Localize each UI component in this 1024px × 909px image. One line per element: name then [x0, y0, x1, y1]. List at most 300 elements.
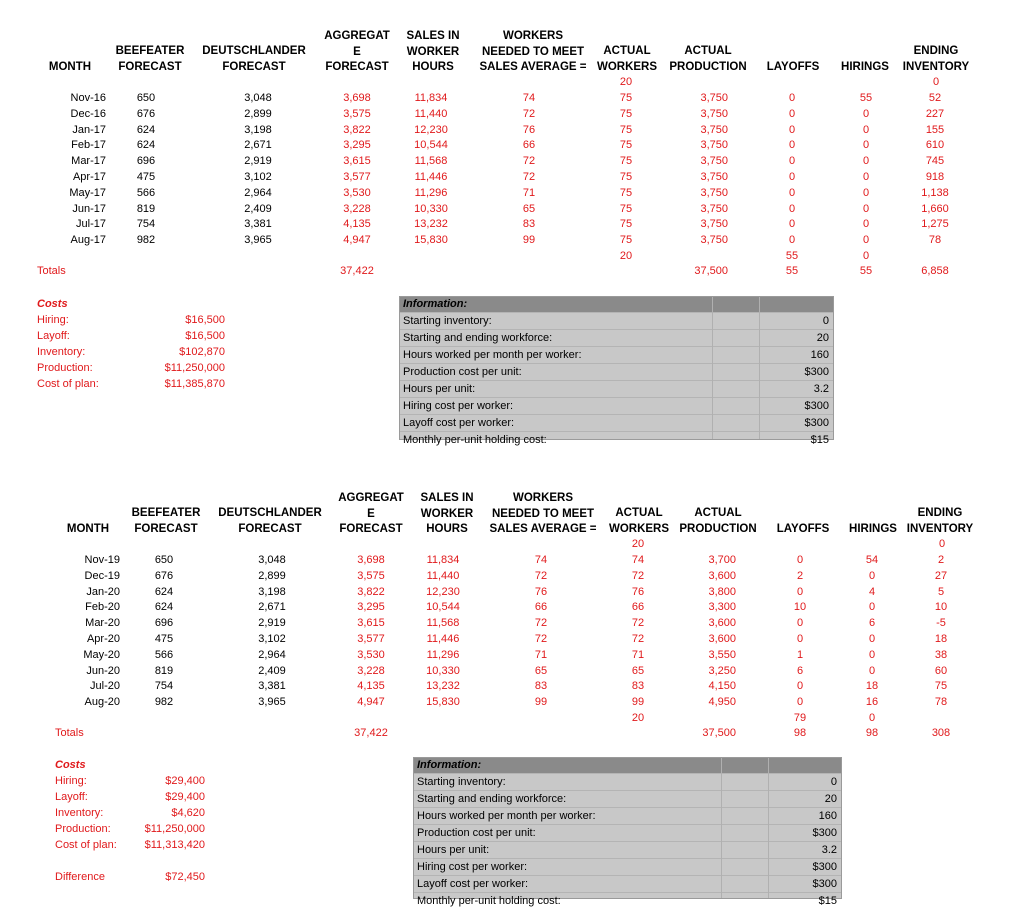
information-title: Information:: [400, 297, 833, 312]
difference-label: Difference: [55, 871, 105, 883]
information-value: $300: [812, 827, 837, 839]
production-cell: 3,750: [700, 107, 728, 120]
difference-value: $72,450: [165, 871, 205, 883]
totals-inventory: 308: [931, 727, 951, 739]
needed-cell: 99: [522, 234, 536, 247]
sales-cell: 12,230: [426, 585, 460, 598]
actual-workers-cell: 71: [631, 648, 645, 661]
hirings-cell: 16: [865, 696, 879, 709]
inventory-cell: 78: [928, 234, 942, 247]
header-deutschlander: DEUTSCHLANDER FORECAST: [218, 507, 322, 535]
sales-cell: 10,544: [426, 601, 460, 614]
header-layoffs: LAYOFFS: [776, 523, 830, 535]
production-cell: 3,600: [708, 633, 736, 645]
header-month: MONTH: [48, 61, 92, 73]
information-row: [414, 824, 841, 841]
production-cell: 3,250: [708, 664, 736, 677]
sales-cell: 10,330: [414, 202, 448, 215]
month-cell: Nov-16: [70, 92, 106, 104]
inventory-cell: 1,138: [921, 186, 949, 199]
needed-cell: 72: [534, 617, 548, 630]
aggregate-cell: 4,135: [357, 680, 385, 693]
layoffs-cell: 10: [793, 601, 807, 614]
hirings-cell: 54: [865, 554, 879, 566]
deutschlander-cell: 3,965: [244, 234, 272, 247]
information-value: $300: [804, 366, 829, 378]
information-value: $300: [804, 400, 829, 412]
actual-workers-cell: 75: [619, 218, 633, 231]
layoffs-cell: 0: [788, 107, 796, 120]
production-cell: 3,750: [700, 218, 728, 231]
month-cell: Aug-20: [84, 696, 120, 709]
deutschlander-cell: 3,198: [258, 585, 286, 598]
deutschlander-cell: 2,964: [258, 648, 286, 661]
inventory-cell: 18: [934, 633, 948, 645]
layoffs-cell: 0: [788, 92, 796, 104]
final-layoffs: 55: [785, 250, 799, 262]
aggregate-cell: 3,822: [357, 585, 385, 598]
hirings-cell: 0: [862, 171, 870, 183]
aggregate-cell: 3,228: [357, 664, 385, 677]
header-layoffs: LAYOFFS: [766, 61, 820, 73]
header-beefeater: BEEFEATER FORECAST: [131, 507, 201, 535]
sales-cell: 11,296: [426, 648, 460, 661]
aggregate-cell: 3,577: [343, 171, 371, 183]
information-value: 3.2: [813, 383, 829, 395]
production-cell: 3,750: [700, 123, 728, 136]
needed-cell: 72: [534, 569, 548, 582]
inventory-cell: 75: [934, 680, 948, 693]
hirings-cell: 0: [862, 107, 870, 120]
cost-label: Production:: [37, 362, 93, 374]
month-cell: Mar-20: [85, 617, 120, 630]
inventory-cell: 38: [934, 648, 948, 661]
production-cell: 3,750: [700, 155, 728, 168]
needed-cell: 72: [522, 107, 536, 120]
cost-row: [55, 805, 215, 821]
cost-label: Cost of plan:: [37, 378, 99, 390]
inventory-cell: 27: [934, 569, 948, 582]
layoffs-cell: 0: [788, 202, 796, 215]
header-hirings: HIRINGS: [841, 61, 889, 73]
difference-row: [55, 869, 215, 885]
cost-value: $16,500: [185, 314, 225, 326]
hirings-cell: 0: [862, 234, 870, 247]
cost-value: $11,250,000: [164, 362, 225, 374]
hirings-cell: 0: [862, 186, 870, 199]
deutschlander-cell: 3,048: [244, 92, 272, 104]
beefeater-cell: 696: [136, 155, 156, 168]
layoffs-cell: 0: [796, 554, 804, 566]
information-value: 0: [830, 776, 837, 788]
totals-label: Totals: [37, 265, 66, 277]
actual-workers-cell: 66: [631, 601, 645, 614]
inventory-cell: 918: [925, 171, 945, 183]
header-sales: SALES IN WORKER HOURS: [406, 30, 460, 73]
actual-workers-cell: 72: [631, 617, 645, 630]
information-label: Layoff cost per worker:: [403, 417, 515, 429]
deutschlander-cell: 2,899: [244, 107, 272, 120]
cost-row: [55, 837, 215, 853]
information-row: [414, 892, 841, 909]
aggregate-cell: 3,575: [357, 569, 385, 582]
cost-label: Layoff:: [55, 791, 88, 803]
layoffs-cell: 0: [796, 633, 804, 645]
cost-label: Inventory:: [37, 346, 86, 358]
layoffs-cell: 6: [796, 664, 804, 677]
beefeater-cell: 650: [136, 92, 156, 104]
hirings-cell: 0: [868, 648, 876, 661]
actual-workers-cell: 75: [619, 186, 633, 199]
beefeater-cell: 819: [154, 664, 174, 677]
beefeater-cell: 754: [136, 218, 156, 231]
totals-layoffs: 55: [785, 265, 799, 277]
sales-cell: 11,834: [426, 554, 460, 566]
beefeater-cell: 624: [136, 139, 156, 152]
hirings-cell: 0: [868, 601, 876, 614]
month-cell: Jan-17: [72, 123, 106, 136]
cost-row: [55, 789, 215, 805]
needed-cell: 71: [522, 186, 536, 199]
header-actual-production: ACTUAL PRODUCTION: [669, 45, 747, 73]
totals-aggregate: 37,422: [354, 727, 388, 739]
information-label: Monthly per-unit holding cost:: [417, 895, 561, 907]
production-cell: 4,150: [708, 680, 736, 693]
information-value: $15: [818, 895, 837, 907]
initial-workers: 20: [631, 538, 645, 550]
initial-workers: 20: [619, 76, 633, 88]
information-label: Starting inventory:: [403, 315, 492, 327]
deutschlander-cell: 2,919: [258, 617, 286, 630]
header-actual-production: ACTUAL PRODUCTION: [679, 507, 757, 535]
totals-layoffs: 98: [793, 727, 807, 739]
inventory-cell: 1,275: [921, 218, 949, 231]
needed-cell: 74: [522, 92, 536, 104]
header-workers-needed: WORKERS NEEDED TO MEET SALES AVERAGE =: [479, 30, 587, 73]
month-cell: Dec-19: [84, 569, 120, 582]
costs-block: [55, 757, 215, 885]
beefeater-cell: 624: [136, 123, 156, 136]
information-label: Starting and ending workforce:: [417, 793, 567, 805]
sales-cell: 13,232: [414, 218, 448, 231]
cost-value: $4,620: [171, 807, 205, 819]
hirings-cell: 0: [862, 123, 870, 136]
header-hirings: HIRINGS: [849, 523, 897, 535]
hirings-cell: 18: [865, 680, 879, 693]
hirings-cell: 0: [868, 664, 876, 677]
beefeater-cell: 819: [136, 202, 156, 215]
aggregate-cell: 3,575: [343, 107, 371, 120]
header-actual-workers: ACTUAL WORKERS: [596, 45, 658, 73]
totals-hirings: 98: [865, 727, 879, 739]
needed-cell: 71: [534, 648, 548, 661]
needed-cell: 66: [522, 139, 536, 152]
beefeater-cell: 676: [154, 569, 174, 582]
layoffs-cell: 0: [796, 617, 804, 630]
hirings-cell: 0: [862, 139, 870, 152]
actual-workers-cell: 65: [631, 664, 645, 677]
information-value: 160: [818, 810, 837, 822]
aggregate-cell: 3,295: [357, 601, 385, 614]
information-label: Production cost per unit:: [417, 827, 536, 839]
information-row: [414, 858, 841, 875]
information-label: Hours per unit:: [417, 844, 490, 856]
month-cell: Feb-17: [71, 139, 106, 152]
sales-cell: 12,230: [414, 123, 448, 136]
aggregate-cell: 4,947: [357, 696, 385, 709]
sales-cell: 10,544: [414, 139, 448, 152]
month-cell: May-17: [69, 186, 106, 199]
sales-cell: 11,446: [414, 171, 448, 183]
sales-cell: 11,440: [426, 569, 460, 582]
layoffs-cell: 0: [788, 139, 796, 152]
production-cell: 3,550: [708, 648, 736, 661]
needed-cell: 74: [534, 554, 548, 566]
actual-workers-cell: 74: [631, 554, 645, 566]
final-hirings: 0: [862, 250, 870, 262]
information-row: [414, 875, 841, 892]
needed-cell: 83: [522, 218, 536, 231]
needed-cell: 99: [534, 696, 548, 709]
actual-workers-cell: 75: [619, 155, 633, 168]
sales-cell: 11,446: [426, 633, 460, 645]
sales-cell: 11,834: [414, 92, 448, 104]
information-label: Layoff cost per worker:: [417, 878, 529, 890]
beefeater-cell: 475: [154, 633, 174, 645]
information-value: $300: [804, 417, 829, 429]
needed-cell: 76: [534, 585, 548, 598]
sales-cell: 13,232: [426, 680, 460, 693]
deutschlander-cell: 2,409: [258, 664, 286, 677]
hirings-cell: 0: [868, 569, 876, 582]
needed-cell: 65: [534, 664, 548, 677]
production-cell: 3,700: [708, 554, 736, 566]
information-label: Production cost per unit:: [403, 366, 522, 378]
header-ending-inventory: ENDING INVENTORY: [902, 45, 970, 73]
information-value: 20: [816, 332, 829, 344]
final-workers: 20: [619, 250, 633, 262]
production-cell: 4,950: [708, 696, 736, 709]
aggregate-cell: 3,822: [343, 123, 371, 136]
sales-cell: 11,568: [414, 155, 448, 168]
aggregate-cell: 3,295: [343, 139, 371, 152]
beefeater-cell: 696: [154, 617, 174, 630]
inventory-cell: 1,660: [921, 202, 949, 215]
header-aggregate: AGGREGAT E FORECAST: [324, 30, 390, 73]
cost-label: Production:: [55, 823, 111, 835]
month-cell: Mar-17: [71, 155, 106, 168]
cost-value: $11,385,870: [164, 378, 225, 390]
information-row: [414, 790, 841, 807]
costs-title: Costs: [55, 759, 86, 771]
production-cell: 3,750: [700, 202, 728, 215]
inventory-cell: 5: [937, 585, 945, 598]
actual-workers-cell: 83: [631, 680, 645, 693]
information-value: 3.2: [821, 844, 837, 856]
aggregate-cell: 3,577: [357, 633, 385, 645]
grid-divider: [768, 758, 769, 898]
month-cell: Nov-19: [84, 554, 120, 566]
totals-label: Totals: [55, 727, 84, 739]
actual-workers-cell: 75: [619, 92, 633, 104]
actual-workers-cell: 75: [619, 234, 633, 247]
information-row: [414, 773, 841, 790]
layoffs-cell: 0: [788, 186, 796, 199]
hirings-cell: 55: [859, 92, 873, 104]
month-cell: Aug-17: [70, 234, 106, 247]
production-cell: 3,600: [708, 569, 736, 582]
header-actual-workers: ACTUAL WORKERS: [608, 507, 670, 535]
cost-row: [55, 821, 215, 837]
information-row: [414, 841, 841, 858]
hirings-cell: 0: [862, 155, 870, 168]
deutschlander-cell: 2,964: [244, 186, 272, 199]
needed-cell: 72: [522, 171, 536, 183]
production-cell: 3,800: [708, 585, 736, 598]
month-cell: Jul-20: [90, 680, 120, 693]
actual-workers-cell: 72: [631, 569, 645, 582]
sales-cell: 10,330: [426, 664, 460, 677]
deutschlander-cell: 2,409: [244, 202, 272, 215]
inventory-cell: 610: [925, 139, 945, 152]
initial-inventory: 0: [932, 76, 940, 88]
information-value: 160: [810, 349, 829, 361]
final-layoffs: 79: [793, 712, 807, 724]
layoffs-cell: 2: [796, 569, 804, 582]
production-cell: 3,600: [708, 617, 736, 630]
inventory-cell: 10: [934, 601, 948, 614]
aggregate-cell: 3,698: [343, 92, 371, 104]
sales-cell: 11,296: [414, 186, 448, 199]
beefeater-cell: 650: [154, 554, 174, 566]
month-cell: Jan-20: [86, 585, 120, 598]
deutschlander-cell: 3,102: [244, 171, 272, 183]
hirings-cell: 4: [868, 585, 876, 598]
deutschlander-cell: 3,048: [258, 554, 286, 566]
inventory-cell: 2: [937, 554, 945, 566]
information-title: Information:: [414, 758, 841, 773]
information-label: Hiring cost per worker:: [403, 400, 514, 412]
actual-workers-cell: 75: [619, 171, 633, 183]
aggregate-cell: 3,228: [343, 202, 371, 215]
needed-cell: 72: [534, 633, 548, 645]
costs-title: Costs: [37, 298, 68, 310]
production-cell: 3,750: [700, 234, 728, 247]
information-label: Hours worked per month per worker:: [417, 810, 596, 822]
month-cell: Jul-17: [76, 218, 106, 231]
information-panel: [413, 757, 842, 907]
beefeater-cell: 754: [154, 680, 174, 693]
cost-label: Cost of plan:: [55, 839, 117, 851]
header-aggregate: AGGREGAT E FORECAST: [338, 492, 404, 535]
information-label: Starting and ending workforce:: [403, 332, 553, 344]
actual-workers-cell: 75: [619, 123, 633, 136]
month-cell: Feb-20: [85, 601, 120, 614]
inventory-cell: 78: [934, 696, 948, 709]
month-cell: Apr-17: [72, 171, 106, 183]
cost-value: $102,870: [179, 346, 225, 358]
production-cell: 3,300: [708, 601, 736, 614]
hirings-cell: 0: [868, 633, 876, 645]
grid-divider: [721, 758, 722, 898]
cost-label: Hiring:: [55, 775, 87, 787]
aggregate-cell: 3,530: [357, 648, 385, 661]
sales-cell: 15,830: [414, 234, 448, 247]
information-label: Starting inventory:: [417, 776, 506, 788]
actual-workers-cell: 72: [631, 633, 645, 645]
deutschlander-cell: 2,671: [244, 139, 272, 152]
needed-cell: 83: [534, 680, 548, 693]
totals-hirings: 55: [859, 265, 873, 277]
final-hirings: 0: [868, 712, 876, 724]
beefeater-cell: 624: [154, 601, 174, 614]
header-beefeater: BEEFEATER FORECAST: [115, 45, 185, 73]
actual-workers-cell: 99: [631, 696, 645, 709]
totals-production: 37,500: [694, 265, 728, 277]
layoffs-cell: 0: [788, 155, 796, 168]
information-value: $300: [812, 878, 837, 890]
month-cell: Jun-17: [72, 202, 106, 215]
layoffs-cell: 0: [788, 234, 796, 247]
inventory-cell: 60: [934, 664, 948, 677]
information-row: [414, 807, 841, 824]
cost-value: $11,313,420: [144, 839, 205, 851]
information-label: Hours worked per month per worker:: [403, 349, 582, 361]
deutschlander-cell: 2,671: [258, 601, 286, 614]
cost-value: $29,400: [165, 775, 205, 787]
production-cell: 3,750: [700, 92, 728, 104]
deutschlander-cell: 3,198: [244, 123, 272, 136]
totals-aggregate: 37,422: [340, 265, 374, 277]
cost-value: $11,250,000: [144, 823, 205, 835]
information-value: $15: [810, 434, 829, 446]
deutschlander-cell: 2,899: [258, 569, 286, 582]
header-workers-needed: WORKERS NEEDED TO MEET SALES AVERAGE =: [489, 492, 597, 535]
beefeater-cell: 566: [154, 648, 174, 661]
cost-row: [55, 773, 215, 789]
information-value: 0: [822, 315, 829, 327]
layoffs-cell: 0: [796, 696, 804, 709]
hirings-cell: 0: [862, 218, 870, 231]
aggregate-cell: 3,615: [357, 617, 385, 630]
header-ending-inventory: ENDING INVENTORY: [906, 507, 974, 535]
inventory-cell: 155: [925, 123, 945, 136]
month-cell: May-20: [83, 648, 120, 661]
aggregate-cell: 3,615: [343, 155, 371, 168]
layoffs-cell: 0: [796, 585, 804, 598]
sales-cell: 15,830: [426, 696, 460, 709]
production-cell: 3,750: [700, 171, 728, 183]
production-cell: 3,750: [700, 139, 728, 152]
beefeater-cell: 982: [154, 696, 174, 709]
totals-production: 37,500: [702, 727, 736, 739]
initial-inventory: 0: [938, 538, 946, 550]
needed-cell: 76: [522, 123, 536, 136]
information-value: 20: [824, 793, 837, 805]
beefeater-cell: 624: [154, 585, 174, 598]
aggregate-cell: 3,698: [357, 554, 385, 566]
hirings-cell: 6: [868, 617, 876, 630]
beefeater-cell: 566: [136, 186, 156, 199]
header-sales: SALES IN WORKER HOURS: [420, 492, 474, 535]
deutschlander-cell: 2,919: [244, 155, 272, 168]
needed-cell: 66: [534, 601, 548, 614]
needed-cell: 72: [522, 155, 536, 168]
deutschlander-cell: 3,381: [258, 680, 286, 693]
beefeater-cell: 676: [136, 107, 156, 120]
inventory-cell: 52: [928, 92, 942, 104]
inventory-cell: 227: [925, 107, 945, 120]
